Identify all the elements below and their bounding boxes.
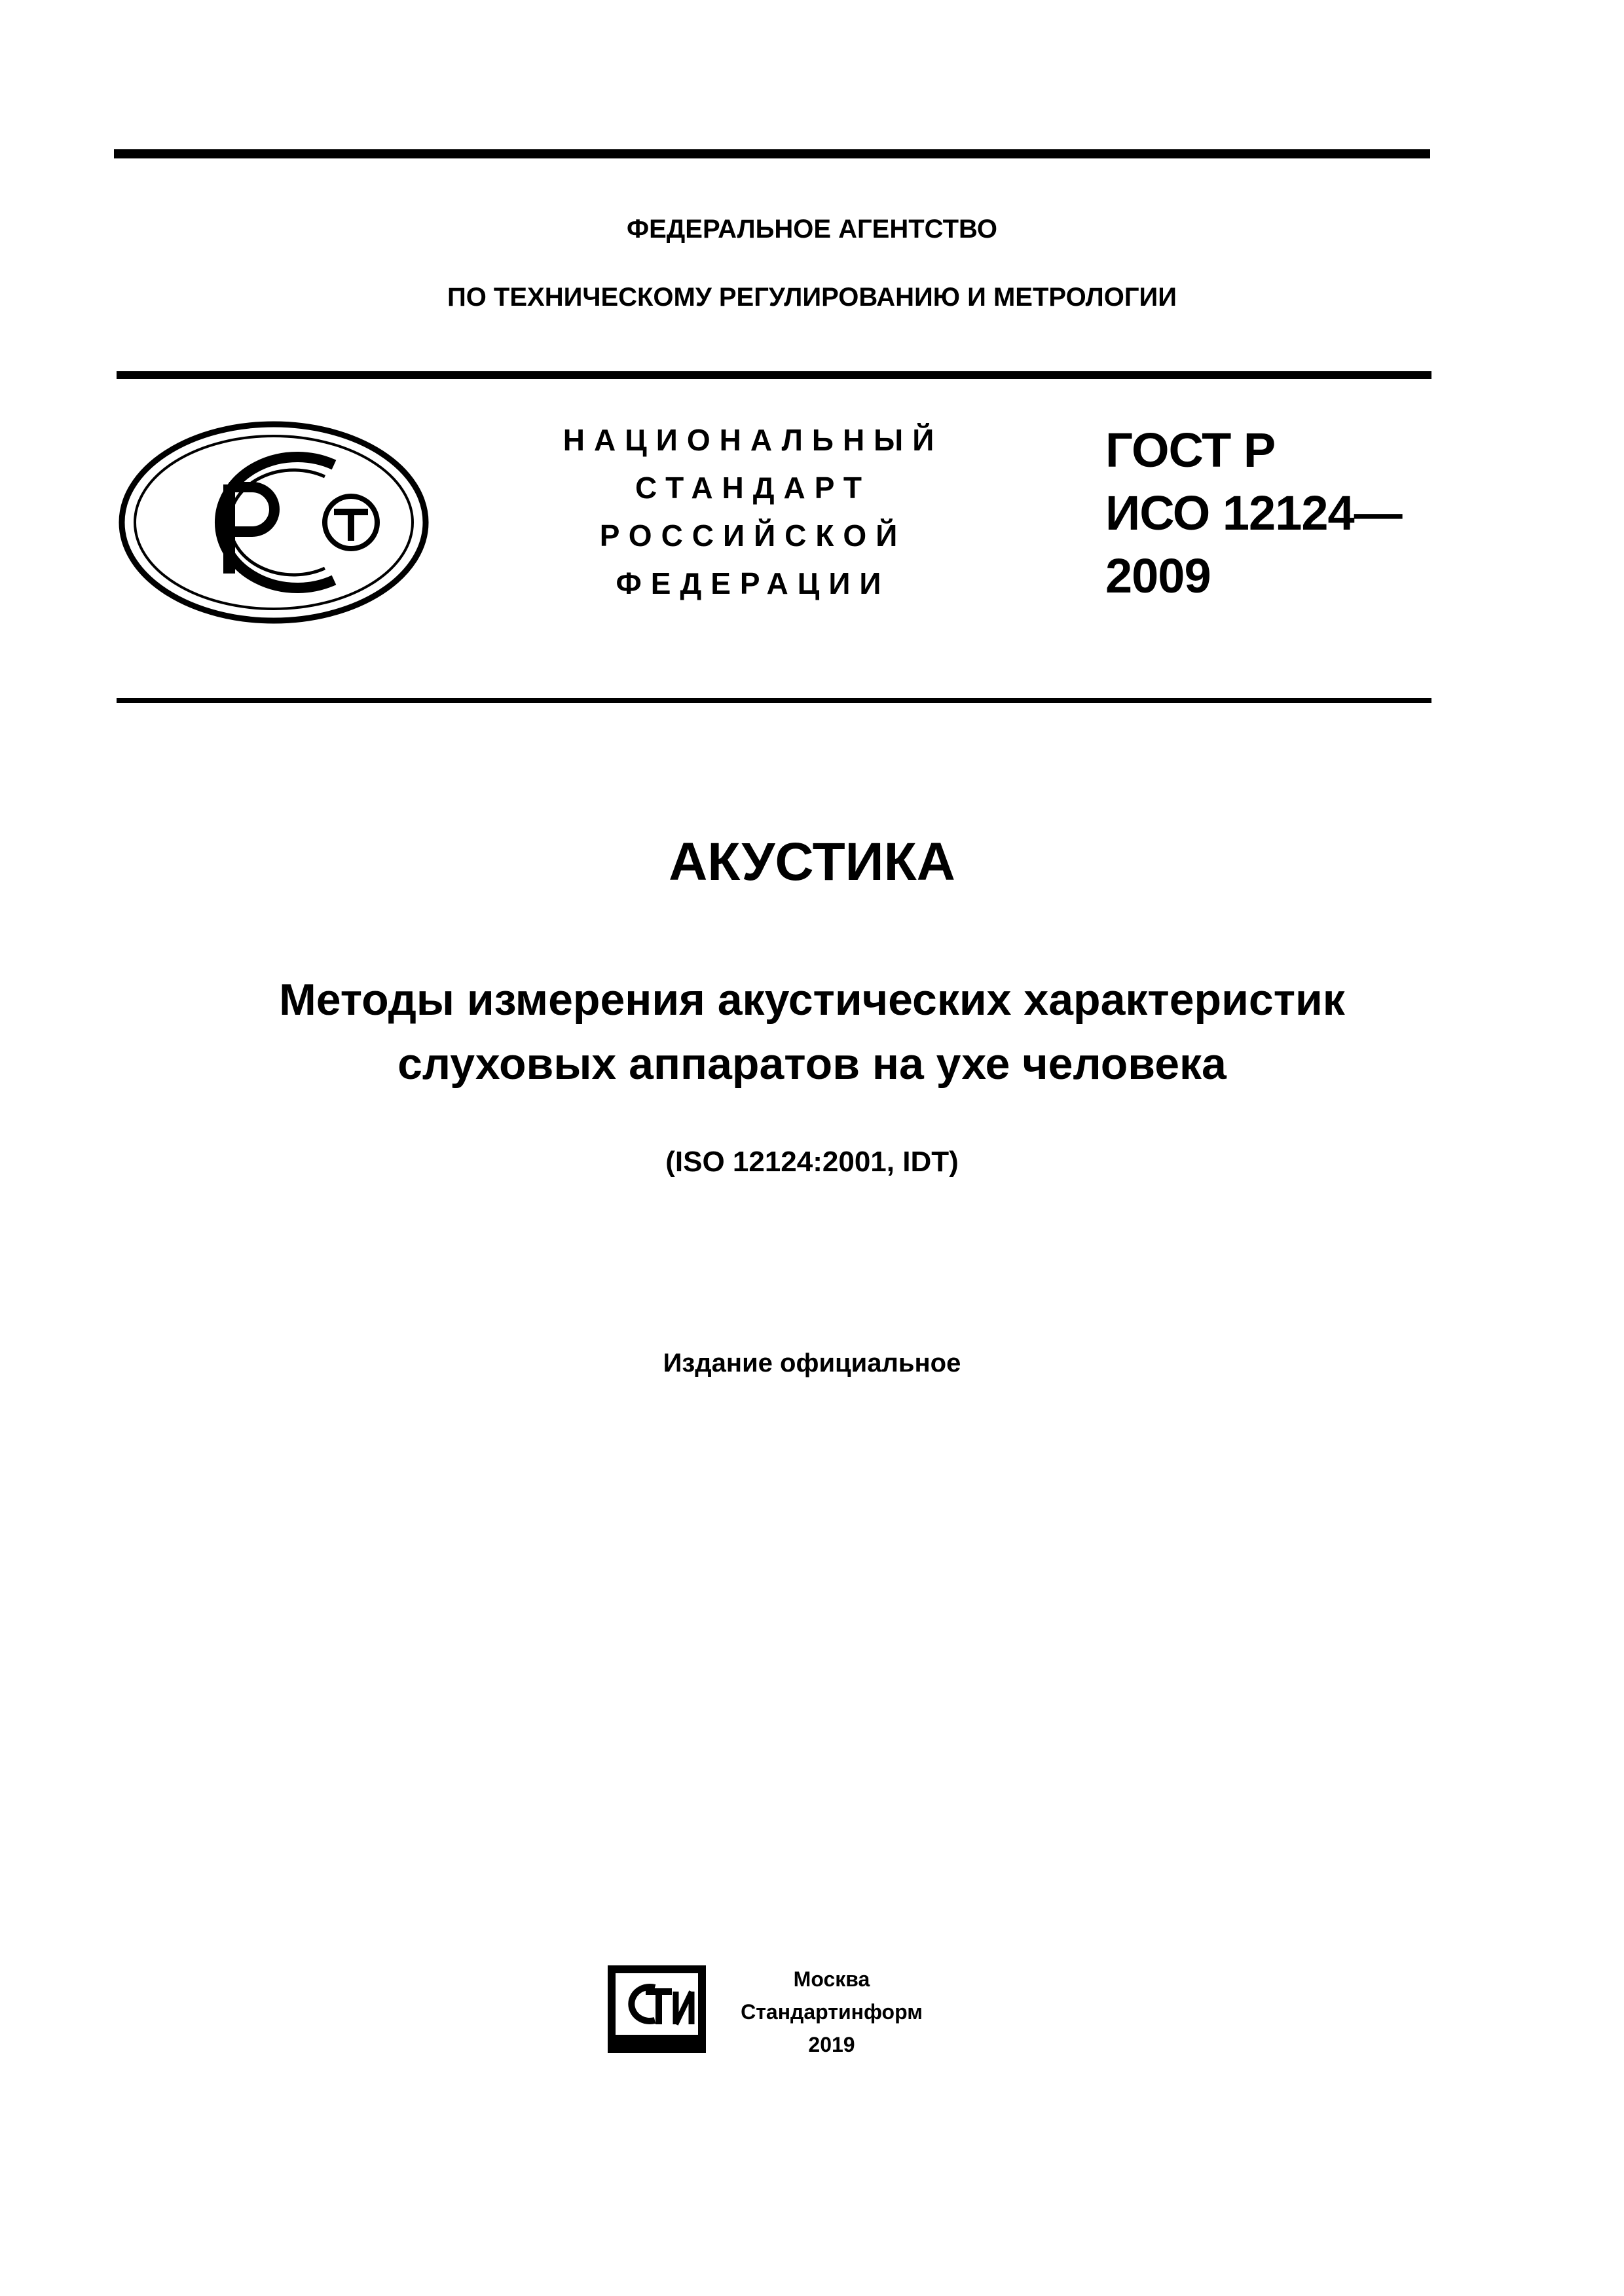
publisher-name: Стандартинформ [741, 2000, 923, 2024]
standard-type-line-2: СТАНДАРТ [635, 471, 871, 505]
agency-line-2: ПО ТЕХНИЧЕСКОМУ РЕГУЛИРОВАНИЮ И МЕТРОЛОГИИ [447, 283, 1177, 312]
standard-type-line-4: ФЕДЕРАЦИИ [616, 566, 891, 600]
standard-designation [1105, 419, 1446, 608]
publisher-logo-icon [608, 1965, 706, 2053]
edition-note: Издание официальное [663, 1349, 961, 1377]
title-rule [117, 698, 1431, 703]
designation-line-3: 2009 [1105, 549, 1211, 603]
rst-logo-icon [118, 419, 430, 626]
standard-type-line-3: РОССИЙСКОЙ [599, 519, 907, 553]
standard-type-block [537, 416, 969, 608]
agency-line-1: ФЕДЕРАЛЬНОЕ АГЕНТСТВО [626, 215, 998, 244]
publisher-city: Москва [793, 1967, 870, 1991]
subtitle-line-2: слуховых аппаратов на ухе человека [397, 1039, 1227, 1089]
designation-line-1: ГОСТ Р [1105, 423, 1276, 477]
publisher-year: 2019 [808, 2033, 855, 2056]
main-title: АКУСТИКА [669, 832, 955, 892]
subtitle [0, 968, 1624, 1096]
top-rule [114, 149, 1430, 158]
standard-type-line-1: НАЦИОНАЛЬНЫЙ [563, 423, 944, 457]
publisher-block [720, 1963, 943, 2061]
subtitle-line-1: Методы измерения акустических характеристик [279, 975, 1345, 1025]
header-rule [117, 371, 1431, 379]
iso-reference: (ISO 12124:2001, IDT) [665, 1146, 959, 1178]
designation-line-2: ИСО 12124— [1105, 486, 1402, 540]
